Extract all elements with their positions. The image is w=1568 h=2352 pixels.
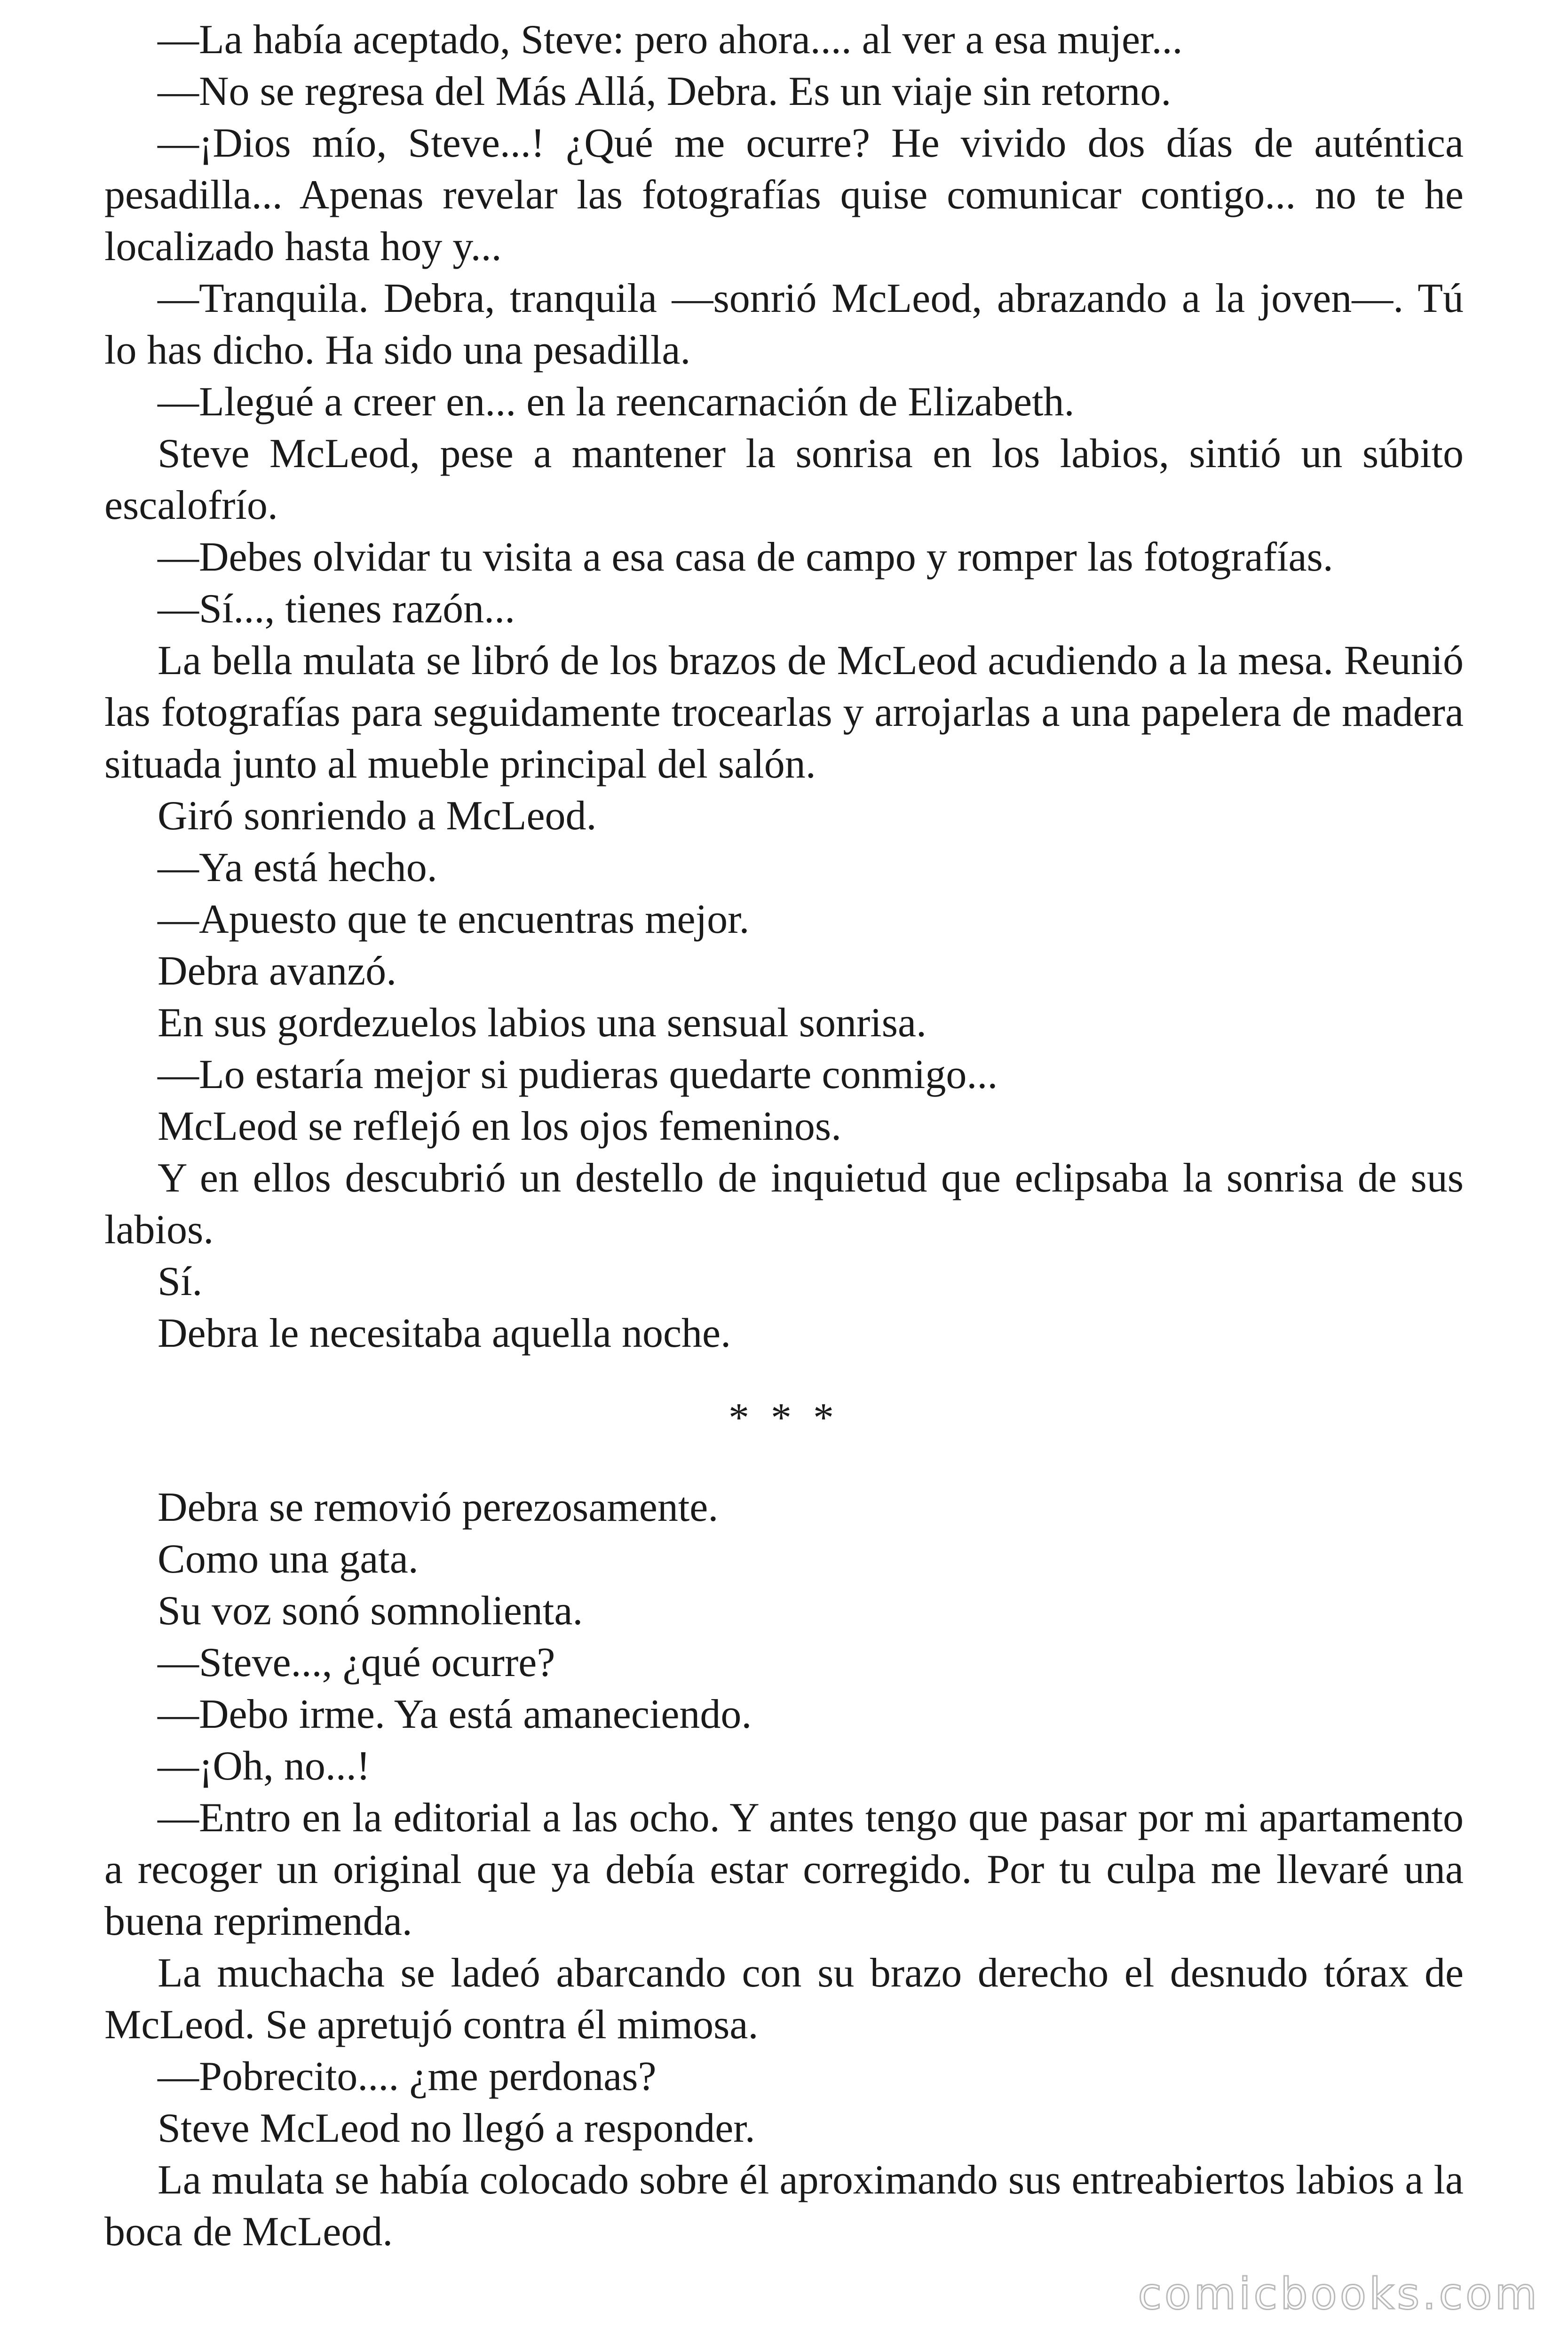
paragraph: —Debo irme. Ya está amaneciendo. bbox=[158, 1692, 752, 1737]
paragraph: —Sí..., tienes razón... bbox=[158, 586, 515, 632]
text-block-before-break bbox=[104, 14, 1464, 1359]
paragraph: —¡Oh, no...! bbox=[158, 1743, 371, 1789]
paragraph: La mulata se había colocado sobre él aproximando sus entreabiertos labios a la boca de McLeod. bbox=[104, 2157, 1464, 2255]
paragraph: Steve McLeod, pese a mantener la sonrisa en los labios, sintió un súbito escalofrío. bbox=[104, 431, 1464, 528]
paragraph: Sí. bbox=[158, 1259, 203, 1304]
paragraph: —Entro en la editorial a las ocho. Y antes tengo que pasar por mi apartamento a recoger un original que ya debía estar corregido. Por tu culpa me llevaré una buena reprimenda. bbox=[104, 1795, 1464, 1944]
paragraph: Su voz sonó somnolienta. bbox=[158, 1588, 583, 1634]
paragraph: —La había aceptado, Steve: pero ahora.... al ver a esa mujer... bbox=[158, 17, 1183, 63]
paragraph: —Steve..., ¿qué ocurre? bbox=[158, 1640, 555, 1685]
paragraph: —Debes olvidar tu visita a esa casa de campo y romper las fotografías. bbox=[158, 534, 1333, 580]
text-block-after-break bbox=[104, 1482, 1464, 2258]
watermark-logo: comicbooks.com bbox=[1138, 2269, 1540, 2319]
paragraph: —Tranquila. Debra, tranquila —sonrió McLeod, abrazando a la joven—. Tú lo has dicho. Ha sido una pesadilla. bbox=[104, 276, 1464, 373]
paragraph: Debra se removió perezosamente. bbox=[158, 1485, 719, 1530]
paragraph: —¡Dios mío, Steve...! ¿Qué me ocurre? He vivido dos días de auténtica pesadilla... Apenas revelar las fotografías quise comunicar contigo... no te he localizado hasta hoy y... bbox=[104, 120, 1464, 270]
paragraph: —Ya está hecho. bbox=[158, 845, 437, 890]
paragraph: Y en ellos descubrió un destello de inquietud que eclipsaba la sonrisa de sus labios. bbox=[104, 1155, 1464, 1253]
book-page bbox=[104, 14, 1464, 2258]
paragraph: —Llegué a creer en... en la reencarnación de Elizabeth. bbox=[158, 379, 1075, 425]
paragraph: McLeod se reflejó en los ojos femeninos. bbox=[158, 1104, 842, 1149]
paragraph: La bella mulata se libró de los brazos de McLeod acudiendo a la mesa. Reunió las fotografías para seguidamente trocearlas y arrojarlas a una papelera de madera situada junto al mueble principal del salón. bbox=[104, 638, 1464, 787]
paragraph: En sus gordezuelos labios una sensual sonrisa. bbox=[158, 1000, 927, 1046]
paragraph: Como una gata. bbox=[158, 1536, 419, 1582]
paragraph: —Pobrecito.... ¿me perdonas? bbox=[158, 2054, 657, 2099]
section-break: * * * bbox=[729, 1395, 839, 1441]
paragraph: Debra le necesitaba aquella noche. bbox=[158, 1311, 731, 1356]
paragraph: —No se regresa del Más Allá, Debra. Es un viaje sin retorno. bbox=[158, 69, 1172, 114]
paragraph: —Apuesto que te encuentras mejor. bbox=[158, 897, 750, 942]
paragraph: —Lo estaría mejor si pudieras quedarte conmigo... bbox=[158, 1052, 998, 1097]
paragraph: La muchacha se ladeó abarcando con su brazo derecho el desnudo tórax de McLeod. Se apretujó contra él mimosa. bbox=[104, 1950, 1464, 2048]
paragraph: Giró sonriendo a McLeod. bbox=[158, 793, 597, 839]
paragraph: Steve McLeod no llegó a responder. bbox=[158, 2106, 755, 2151]
paragraph: Debra avanzó. bbox=[158, 948, 397, 994]
